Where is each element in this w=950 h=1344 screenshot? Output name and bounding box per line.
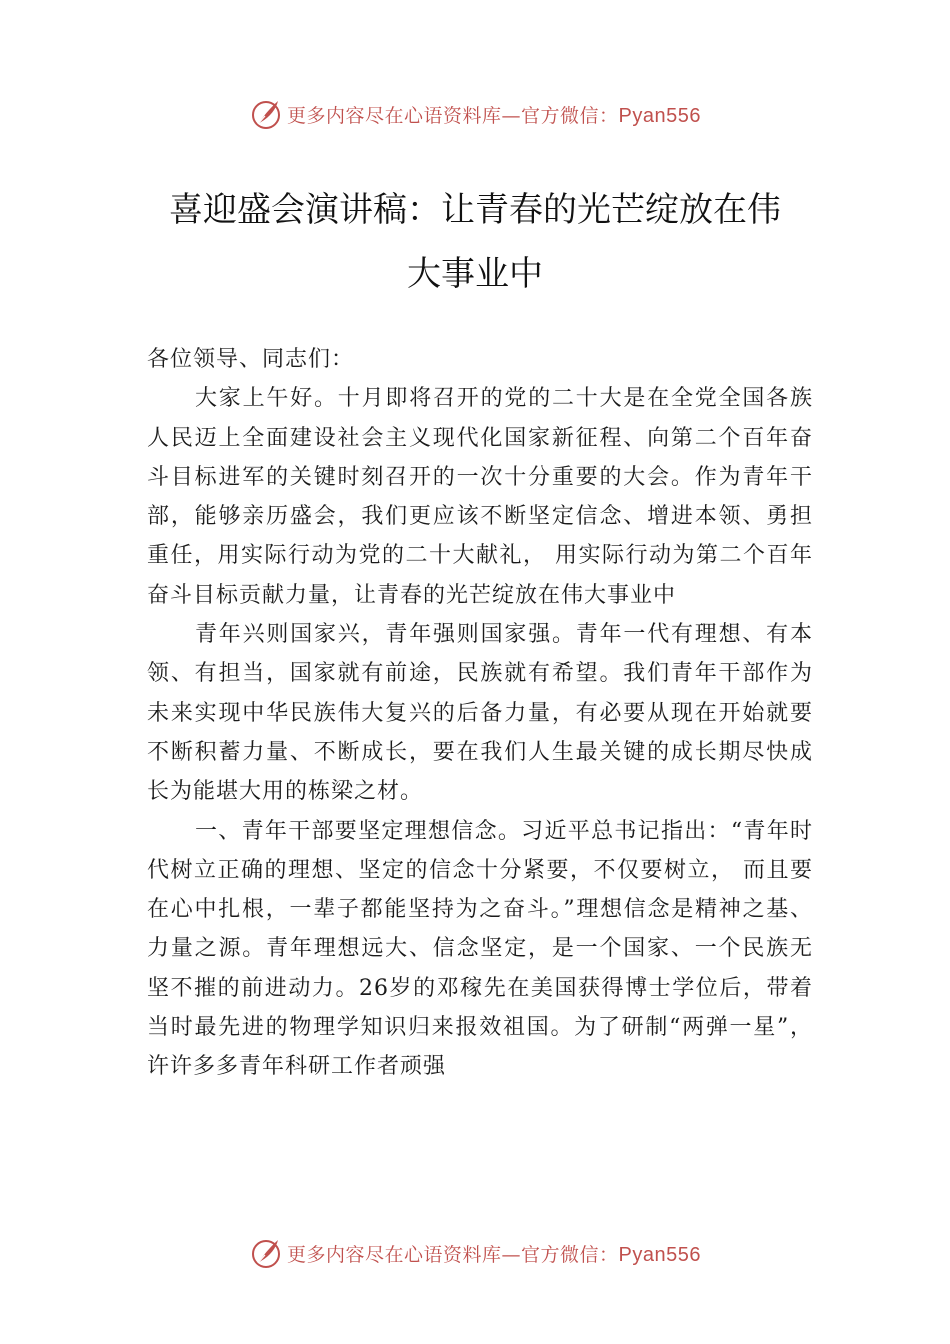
watermark-text [287, 1240, 701, 1267]
feather-pen-icon [249, 1236, 283, 1270]
watermark-label: 更多内容尽在心语资料库—官方微信： [287, 104, 619, 127]
paragraph-2: 青年兴则国家兴，青年强则国家强。青年一代有理想、有本领、有担当，国家就有前途，民族就有希望。我们青年干部作为未来实现中华民族伟大复兴的后备力量，有必要从现在开始就要不断积蓄力量、不断成长，要在我们人生最关键的成长期尽快成长为能堪大用的栋梁之材。 [147, 622, 813, 805]
document-title [0, 178, 950, 306]
watermark-text [287, 101, 701, 128]
watermark-header [0, 94, 950, 134]
salutation: 各位领导、同志们： [147, 347, 355, 372]
document-body [147, 340, 813, 1087]
paragraph-1: 大家上午好。十月即将召开的党的二十大是在全党全国各族人民迈上全面建设社会主义现代化国家新征程、向第二个百年奋斗目标进军的关键时刻召开的一次十分重要的大会。作为青年干部，能够亲历盛会，我们更应该不断坚定信念、增进本领、勇担重任，用实际行动为党的二十大献礼， 用实际行动为第二个百年奋斗目标贡献力量，让青春的光芒绽放在伟大事业中 [147, 386, 813, 608]
watermark-wechat-id: Pyan556 [618, 104, 701, 127]
watermark-wechat-id: Pyan556 [618, 1243, 701, 1266]
feather-pen-icon [249, 97, 283, 131]
title-line-2: 大事业中 [407, 254, 543, 294]
paragraph-3: 一、青年干部要坚定理想信念。习近平总书记指出：“青年时代树立正确的理想、坚定的信念十分紧要，不仅要树立， 而且要在心中扎根，一辈子都能坚持为之奋斗。”理想信念是精神之基、力量之源。青年理想远大、信念坚定，是一个国家、一个民族无坚不摧的前进动力。26岁的邓稼先在美国获得博士学位后，带着当时最先进的物理学知识归来报效祖国。为了研制“两弹一星”，许许多多青年科研工作者顽强 [147, 818, 813, 1080]
watermark-label: 更多内容尽在心语资料库—官方微信： [287, 1243, 619, 1266]
watermark-footer [0, 1233, 950, 1273]
title-line-1: 喜迎盛会演讲稿：让青春的光芒绽放在伟 [169, 190, 781, 230]
